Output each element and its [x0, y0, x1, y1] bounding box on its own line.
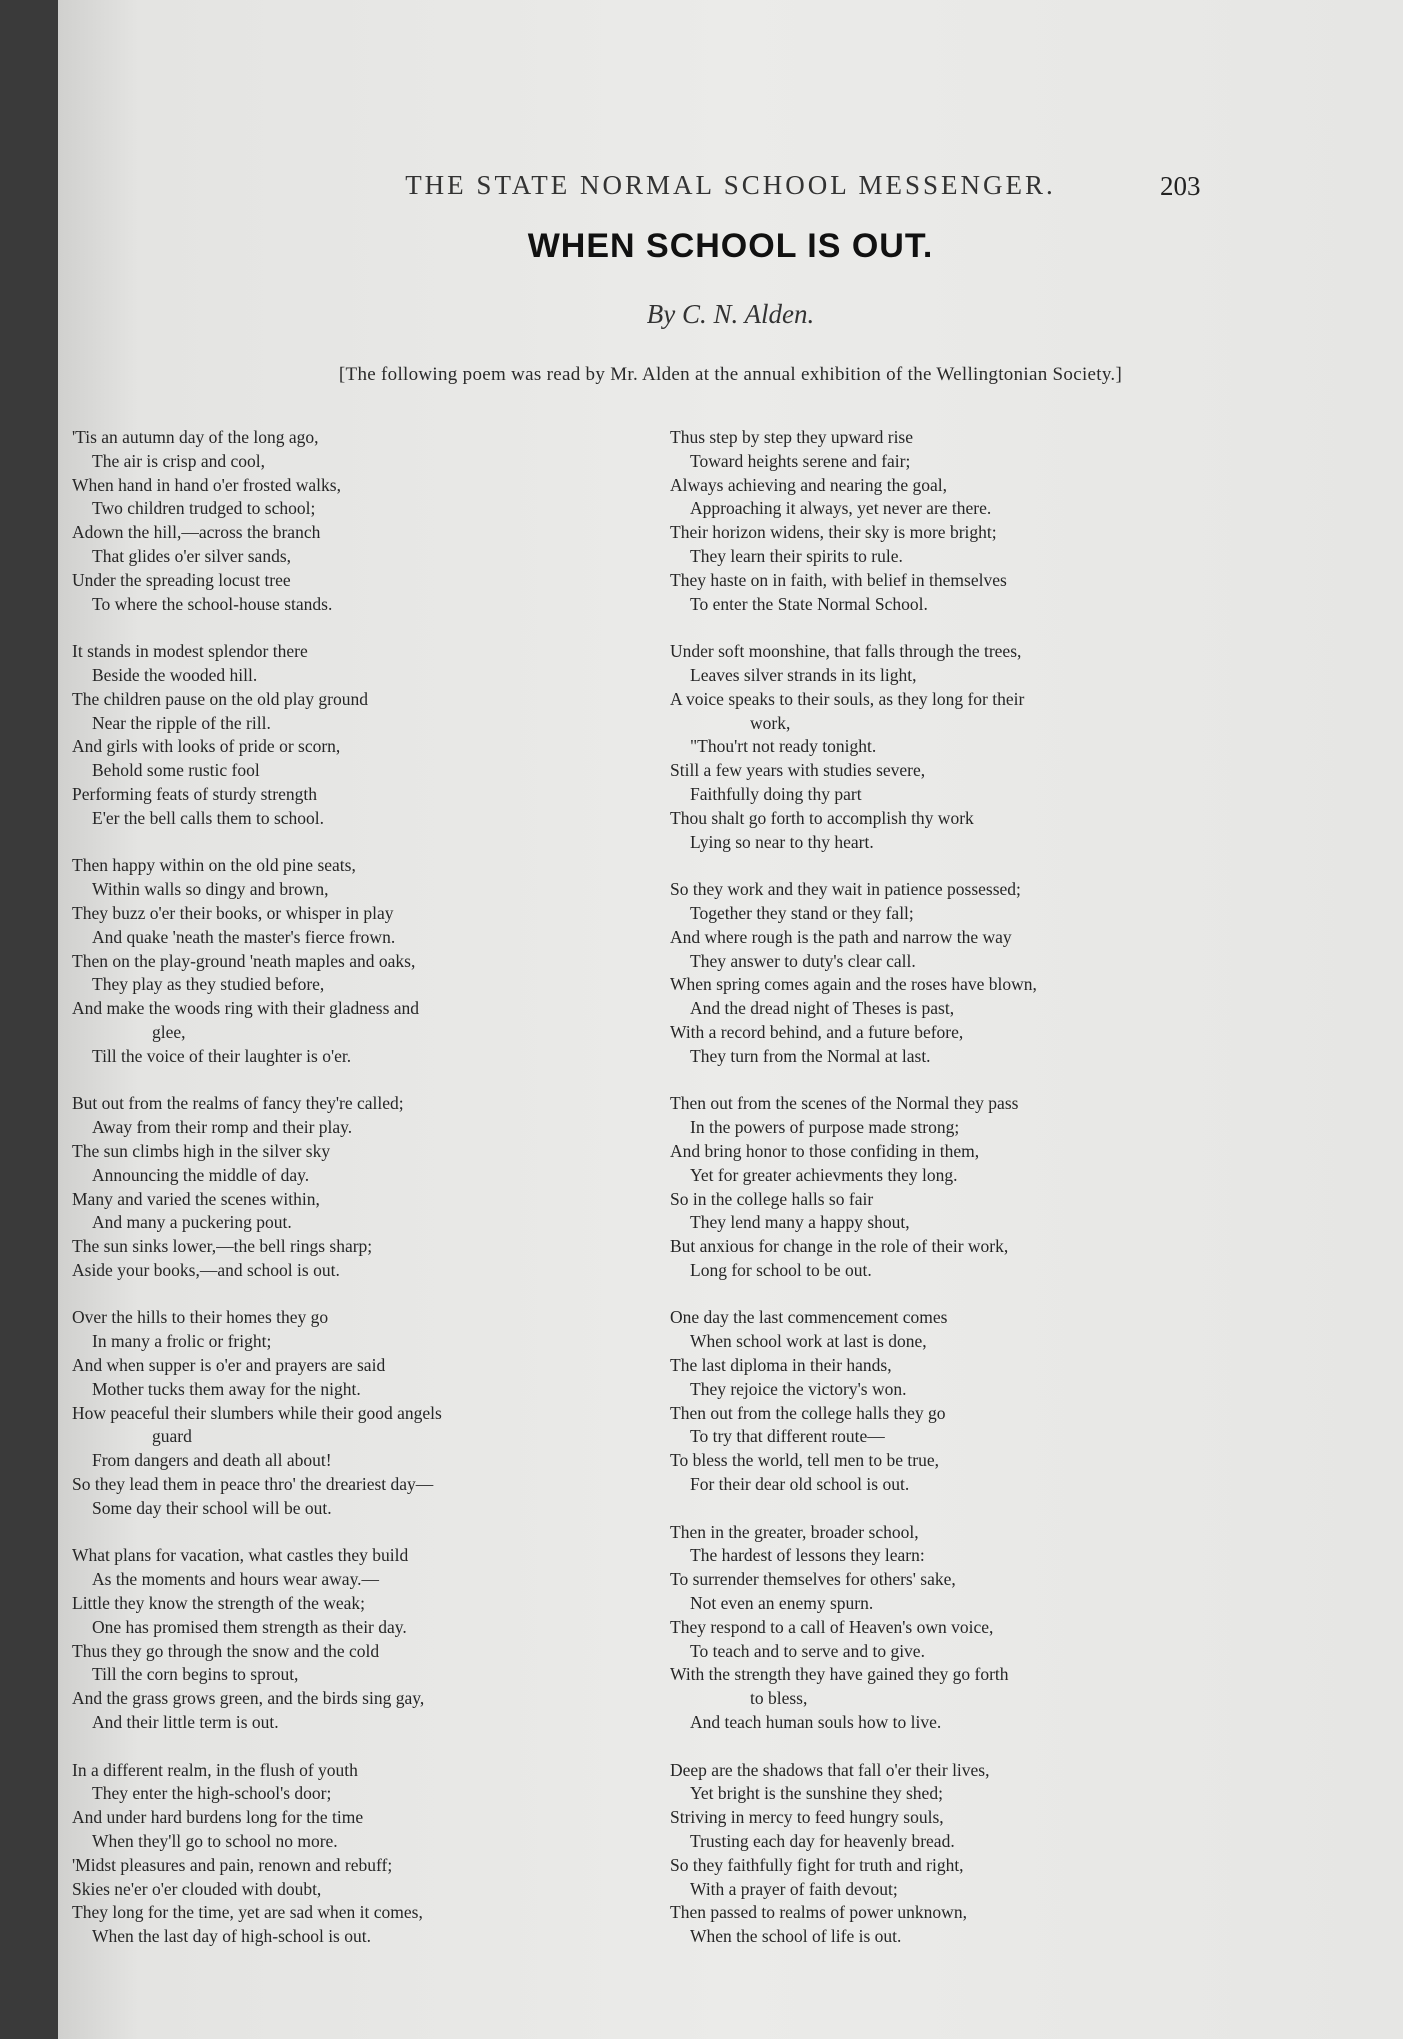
stanza	[72, 426, 662, 616]
poem-line: To enter the State Normal School.	[690, 593, 928, 614]
poem-line: To where the school-house stands.	[92, 593, 333, 614]
poem-line: They haste on in faith, with belief in themselves	[670, 569, 1007, 590]
poem-line: And where rough is the path and narrow the way	[670, 926, 1012, 947]
poem-line: When school work at last is done,	[690, 1331, 927, 1352]
poem-line: To teach and to serve and to give.	[690, 1640, 925, 1661]
poem-line: Till the corn begins to sprout,	[92, 1664, 299, 1685]
poem-line: With a record behind, and a future before,	[670, 1021, 964, 1042]
stanza	[670, 1092, 1310, 1282]
stanza	[72, 1306, 662, 1520]
poem-line: The hardest of lessons they learn:	[690, 1545, 925, 1566]
byline: By C. N. Alden.	[646, 299, 815, 329]
poem-line: Beside the wooded hill.	[92, 664, 258, 685]
poem-line: From dangers and death all about!	[92, 1450, 332, 1471]
poem-line: They play as they studied before,	[92, 974, 325, 995]
poem-line: Thus step by step they upward rise	[670, 427, 914, 447]
poem-line: And the grass grows green, and the birds sing gay,	[72, 1688, 425, 1709]
poem-line: Then in the greater, broader school,	[670, 1521, 919, 1542]
poem-line: For their dear old school is out.	[690, 1474, 910, 1495]
poem-line: Then on the play-ground 'neath maples and oaks,	[72, 950, 416, 971]
poem-line: 'Midst pleasures and pain, renown and rebuff;	[72, 1854, 393, 1875]
poem-line: So they faithfully fight for truth and right,	[670, 1854, 964, 1875]
poem-line: That glides o'er silver sands,	[92, 545, 292, 566]
poem-line: Then out from the scenes of the Normal they pass	[670, 1093, 1019, 1114]
page-number: 203	[1160, 171, 1201, 201]
poem-line: It stands in modest splendor there	[72, 641, 308, 662]
poem-line: guard	[152, 1426, 192, 1447]
poem-line: So they lead them in peace thro' the dreariest day—	[72, 1474, 434, 1495]
stanza	[670, 1759, 1310, 1949]
poem-line: They answer to duty's clear call.	[690, 950, 916, 971]
stanza	[72, 640, 662, 830]
poem-line: But out from the realms of fancy they're called;	[72, 1093, 404, 1114]
poem-line: 'Tis an autumn day of the long ago,	[72, 427, 319, 447]
poem-line: Two children trudged to school;	[92, 498, 316, 519]
poem-line: Their horizon widens, their sky is more bright;	[670, 522, 997, 543]
poem-line: In many a frolic or fright;	[92, 1331, 272, 1352]
poem-line: The last diploma in their hands,	[670, 1355, 892, 1376]
poem-line: Long for school to be out.	[690, 1259, 872, 1280]
poem-line: And when supper is o'er and prayers are said	[72, 1355, 386, 1376]
poem-line: glee,	[152, 1021, 186, 1042]
poem-line: Striving in mercy to feed hungry souls,	[670, 1807, 944, 1828]
poem-line: And many a puckering pout.	[92, 1212, 292, 1233]
poem-line: When spring comes again and the roses have blown,	[670, 974, 1037, 995]
poem-line: Deep are the shadows that fall o'er their lives,	[670, 1759, 990, 1780]
poem-line: And teach human souls how to live.	[690, 1712, 942, 1733]
poem-line: Adown the hill,—across the branch	[72, 522, 321, 543]
poem-line: Thou shalt go forth to accomplish thy work	[670, 807, 974, 828]
running-head: THE STATE NORMAL SCHOOL MESSENGER.	[405, 170, 1056, 200]
poem-line: To bless the world, tell men to be true,	[670, 1450, 939, 1471]
poem-line: Then out from the college halls they go	[670, 1402, 946, 1423]
poem-line: Within walls so dingy and brown,	[92, 879, 329, 900]
poem-line: And make the woods ring with their gladness and	[72, 998, 420, 1019]
poem-line: Toward heights serene and fair;	[690, 450, 911, 471]
poem-line: Then passed to realms of power unknown,	[670, 1902, 967, 1923]
poem-line: Leaves silver strands in its light,	[690, 664, 917, 685]
poem-line: A voice speaks to their souls, as they long for their	[670, 688, 1025, 709]
stanza	[72, 1092, 662, 1282]
poem-line: When hand in hand o'er frosted walks,	[72, 474, 341, 495]
poem-line: They enter the high-school's door;	[92, 1783, 332, 1804]
stanza	[72, 1544, 662, 1734]
poem-line: Under the spreading locust tree	[72, 569, 291, 590]
poem-line: In the powers of purpose made strong;	[690, 1117, 960, 1138]
poem-line: Behold some rustic fool	[92, 760, 260, 781]
poem-line: Near the ripple of the rill.	[92, 712, 271, 733]
poem-line: When the school of life is out.	[690, 1926, 902, 1947]
poem-line: The children pause on the old play ground	[72, 688, 368, 709]
poem-line: So they work and they wait in patience possessed;	[670, 879, 1021, 900]
poem-line: So in the college halls so fair	[670, 1188, 874, 1209]
document-page	[58, 0, 1403, 2039]
stanza	[670, 426, 1310, 616]
poem-line: How peaceful their slumbers while their good angels	[72, 1402, 442, 1423]
poem-line: Away from their romp and their play.	[92, 1117, 353, 1138]
poem-line: E'er the bell calls them to school.	[92, 807, 325, 828]
editorial-note: [The following poem was read by Mr. Alden at the annual exhibition of the Wellingtonian Society.]	[338, 364, 1123, 385]
poem-line: Announcing the middle of day.	[92, 1164, 310, 1185]
poem-line: To surrender themselves for others' sake,	[670, 1569, 956, 1590]
poem-line: Little they know the strength of the weak;	[72, 1593, 366, 1614]
poem-line: One day the last commencement comes	[670, 1307, 948, 1328]
poem-line: They respond to a call of Heaven's own voice,	[670, 1616, 994, 1637]
poem-line: They buzz o'er their books, or whisper in play	[72, 902, 394, 923]
poem-line: They turn from the Normal at last.	[690, 1045, 931, 1066]
poem-line: And bring honor to those confiding in them,	[670, 1140, 980, 1161]
stanza	[670, 1521, 1310, 1735]
stanza	[72, 1759, 662, 1949]
poem-line: Then happy within on the old pine seats,	[72, 855, 356, 876]
poem-line: Lying so near to thy heart.	[690, 831, 874, 852]
poem-line: With the strength they have gained they go forth	[670, 1664, 1009, 1685]
poem-line: The sun climbs high in the silver sky	[72, 1140, 331, 1161]
stanza	[670, 878, 1310, 1068]
poem-line: Over the hills to their homes they go	[72, 1307, 329, 1328]
poem-line: Yet bright is the sunshine they shed;	[690, 1783, 943, 1804]
poem-line: work,	[750, 712, 791, 733]
poem-line: To try that different route—	[690, 1426, 885, 1447]
poem-line: Till the voice of their laughter is o'er.	[92, 1045, 352, 1066]
poem-line: Always achieving and nearing the goal,	[670, 474, 947, 495]
poem-line: They learn their spirits to rule.	[690, 545, 903, 566]
poem-line: They long for the time, yet are sad when it comes,	[72, 1902, 423, 1923]
poem-line: The air is crisp and cool,	[92, 450, 266, 471]
poem-line: What plans for vacation, what castles they build	[72, 1545, 409, 1566]
poem-line: Trusting each day for heavenly bread.	[690, 1831, 955, 1852]
poem-line: Thus they go through the snow and the cold	[72, 1640, 380, 1661]
poem-line: When the last day of high-school is out.	[92, 1926, 371, 1947]
poem-line: Aside your books,—and school is out.	[72, 1259, 340, 1280]
poem-line: Mother tucks them away for the night.	[92, 1378, 361, 1399]
stanza	[670, 1306, 1310, 1496]
poem-line: Still a few years with studies severe,	[670, 760, 926, 781]
poem-line: Many and varied the scenes within,	[72, 1188, 320, 1209]
poem-line: And girls with looks of pride or scorn,	[72, 736, 341, 757]
poem-line: The sun sinks lower,—the bell rings sharp;	[72, 1236, 373, 1257]
poem-line: With a prayer of faith devout;	[690, 1878, 898, 1899]
poem-line: One has promised them strength as their day.	[92, 1616, 407, 1637]
poem-line: "Thou'rt not ready tonight.	[690, 736, 877, 757]
poem-line: to bless,	[750, 1688, 808, 1709]
poem-line: Skies ne'er o'er clouded with doubt,	[72, 1878, 322, 1899]
poem-line: And under hard burdens long for the time	[72, 1807, 364, 1828]
left-column	[72, 426, 662, 1973]
stanza	[670, 640, 1310, 854]
poem-line: And their little term is out.	[92, 1712, 279, 1733]
poem-line: Yet for greater achievments they long.	[690, 1164, 958, 1185]
right-column	[670, 426, 1310, 1973]
poem-line: When they'll go to school no more.	[92, 1831, 338, 1852]
poem-line: And quake 'neath the master's fierce frown.	[92, 926, 396, 947]
stanza	[72, 854, 662, 1068]
poem-line: In a different realm, in the flush of youth	[72, 1759, 358, 1780]
poem-title: WHEN SCHOOL IS OUT.	[527, 227, 934, 265]
poem-line: Performing feats of sturdy strength	[72, 783, 317, 804]
poem-line: As the moments and hours wear away.—	[92, 1569, 380, 1590]
poem-line: Approaching it always, yet never are there.	[690, 498, 992, 519]
poem-line: They rejoice the victory's won.	[690, 1378, 907, 1399]
poem-line: And the dread night of Theses is past,	[690, 998, 955, 1019]
poem-line: Under soft moonshine, that falls through the trees,	[670, 641, 1022, 662]
poem-line: Not even an enemy spurn.	[690, 1593, 874, 1614]
poem-line: But anxious for change in the role of their work,	[670, 1236, 1009, 1257]
poem-line: They lend many a happy shout,	[690, 1212, 910, 1233]
poem-line: Together they stand or they fall;	[690, 902, 914, 923]
poem-line: Some day their school will be out.	[92, 1497, 332, 1518]
poem-line: Faithfully doing thy part	[690, 783, 862, 804]
